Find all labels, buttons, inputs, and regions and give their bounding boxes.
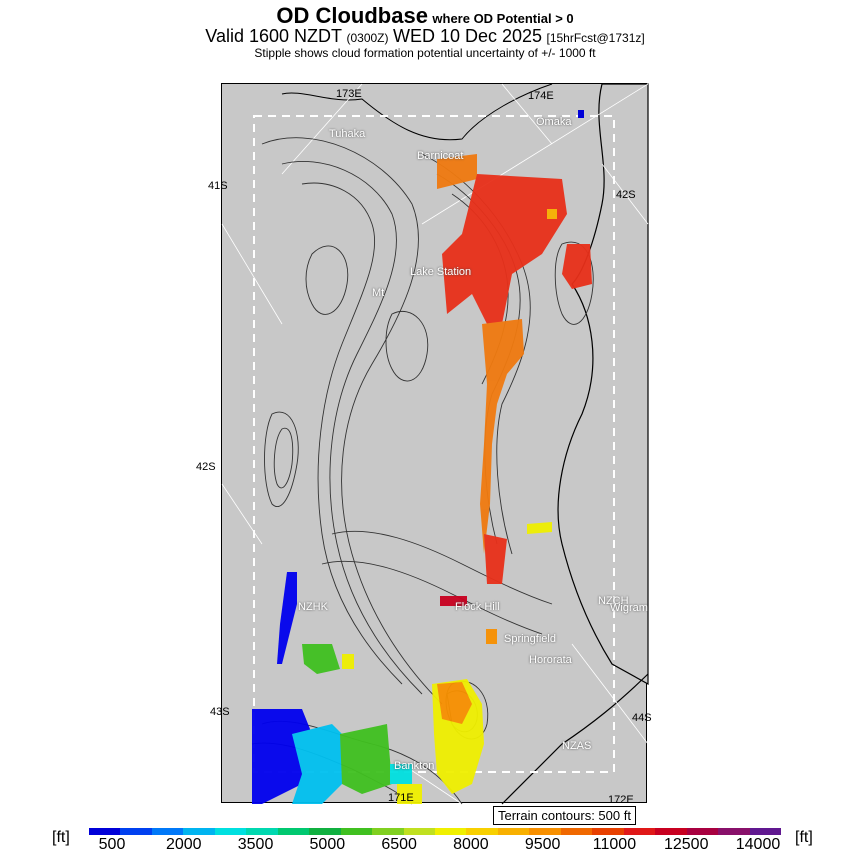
place-label: NZAS <box>562 740 592 752</box>
map-canvas <box>222 84 648 804</box>
cloudbase-cell-ne <box>578 110 584 118</box>
lon-label: 173E <box>336 88 362 100</box>
colorbar-swatch <box>278 828 309 835</box>
colorbar-swatch <box>750 828 781 835</box>
colorbar-swatch <box>529 828 560 835</box>
colorbar-tick-label: 12500 <box>663 836 709 853</box>
valid-date: WED 10 Dec 2025 <box>392 26 543 46</box>
coastline <box>558 84 648 684</box>
place-label: NZCH <box>598 595 629 607</box>
cloudbase-high-region <box>437 154 592 644</box>
colorbar-swatch <box>215 828 246 835</box>
lat-label: 44S <box>632 712 652 724</box>
forecast-tag: [15hrFcst@1731z] <box>546 31 645 45</box>
place-label: Hororata <box>529 654 572 666</box>
colorbar-swatch <box>687 828 718 835</box>
colorbar-tick-label: 9500 <box>524 836 561 853</box>
colorbar-swatch <box>120 828 151 835</box>
colorbar-swatch <box>89 828 120 835</box>
place-label: Flock Hill <box>455 601 500 613</box>
colorbar-swatch <box>309 828 340 835</box>
map-title: OD Cloudbase <box>276 3 428 28</box>
colorbar-tick-label: 8000 <box>453 836 489 853</box>
valid-utc: (0300Z) <box>346 31 389 45</box>
terrain-contour-note: Terrain contours: 500 ft <box>493 806 636 825</box>
colorbar-tick-label: 14000 <box>735 836 781 853</box>
place-label: Omaka <box>536 116 572 128</box>
coastline-south <box>502 674 648 804</box>
place-label: Lake Station <box>410 266 472 278</box>
colorbar-swatch <box>718 828 749 835</box>
colorbar-swatch <box>435 828 466 835</box>
place-label: Springfield <box>504 633 556 645</box>
lon-label: 171E <box>388 792 414 804</box>
colorbar-unit-right: [ft] <box>795 829 813 846</box>
colorbar-tick-label: 11000 <box>592 836 637 853</box>
valid-line <box>0 26 850 47</box>
map-panel[interactable] <box>196 83 652 806</box>
colorbar-tick-label: 5000 <box>309 836 346 853</box>
lat-label: 41S <box>208 180 228 192</box>
colorbar-swatch <box>498 828 529 835</box>
lat-label: 42S <box>196 461 216 473</box>
place-label: Wigram <box>610 602 648 614</box>
colorbar-tick-label: 2000 <box>165 836 202 853</box>
place-label: Tuhaka <box>329 128 366 140</box>
colorbar-tick-label: 3500 <box>237 836 274 853</box>
colorbar-swatch <box>466 828 497 835</box>
colorbar-swatch <box>404 828 435 835</box>
place-label: Mt <box>372 287 385 299</box>
colorbar-ticks <box>89 836 781 858</box>
colorbar <box>89 828 781 835</box>
colorbar-swatch <box>341 828 372 835</box>
colorbar-swatch <box>152 828 183 835</box>
place-label: NZHK <box>298 601 328 613</box>
colorbar-swatch <box>624 828 655 835</box>
map-title-suffix: where OD Potential > 0 <box>432 11 574 26</box>
colorbar-swatch <box>246 828 277 835</box>
colorbar-unit-left: [ft] <box>52 829 70 846</box>
colorbar-swatch <box>592 828 623 835</box>
colorbar-tick-label: 500 <box>98 836 126 853</box>
cloudbase-low-region <box>252 572 484 804</box>
place-label: Bankton <box>394 760 435 772</box>
lat-label: 43S <box>210 706 230 718</box>
valid-time: Valid 1600 NZDT <box>205 26 343 46</box>
colorbar-swatch <box>655 828 686 835</box>
lon-label: 172E <box>608 794 634 806</box>
map-subtitle: Stipple shows cloud formation potential uncertainty of +/- 1000 ft <box>254 46 596 60</box>
colorbar-swatch <box>372 828 403 835</box>
coastline-north <box>282 84 552 140</box>
lat-label: 42S <box>616 189 636 201</box>
colorbar-swatch <box>183 828 214 835</box>
colorbar-swatch <box>561 828 592 835</box>
colorbar-tick-label: 6500 <box>381 836 417 853</box>
lon-label: 174E <box>528 90 554 102</box>
place-label: Barnicoat <box>417 150 464 162</box>
